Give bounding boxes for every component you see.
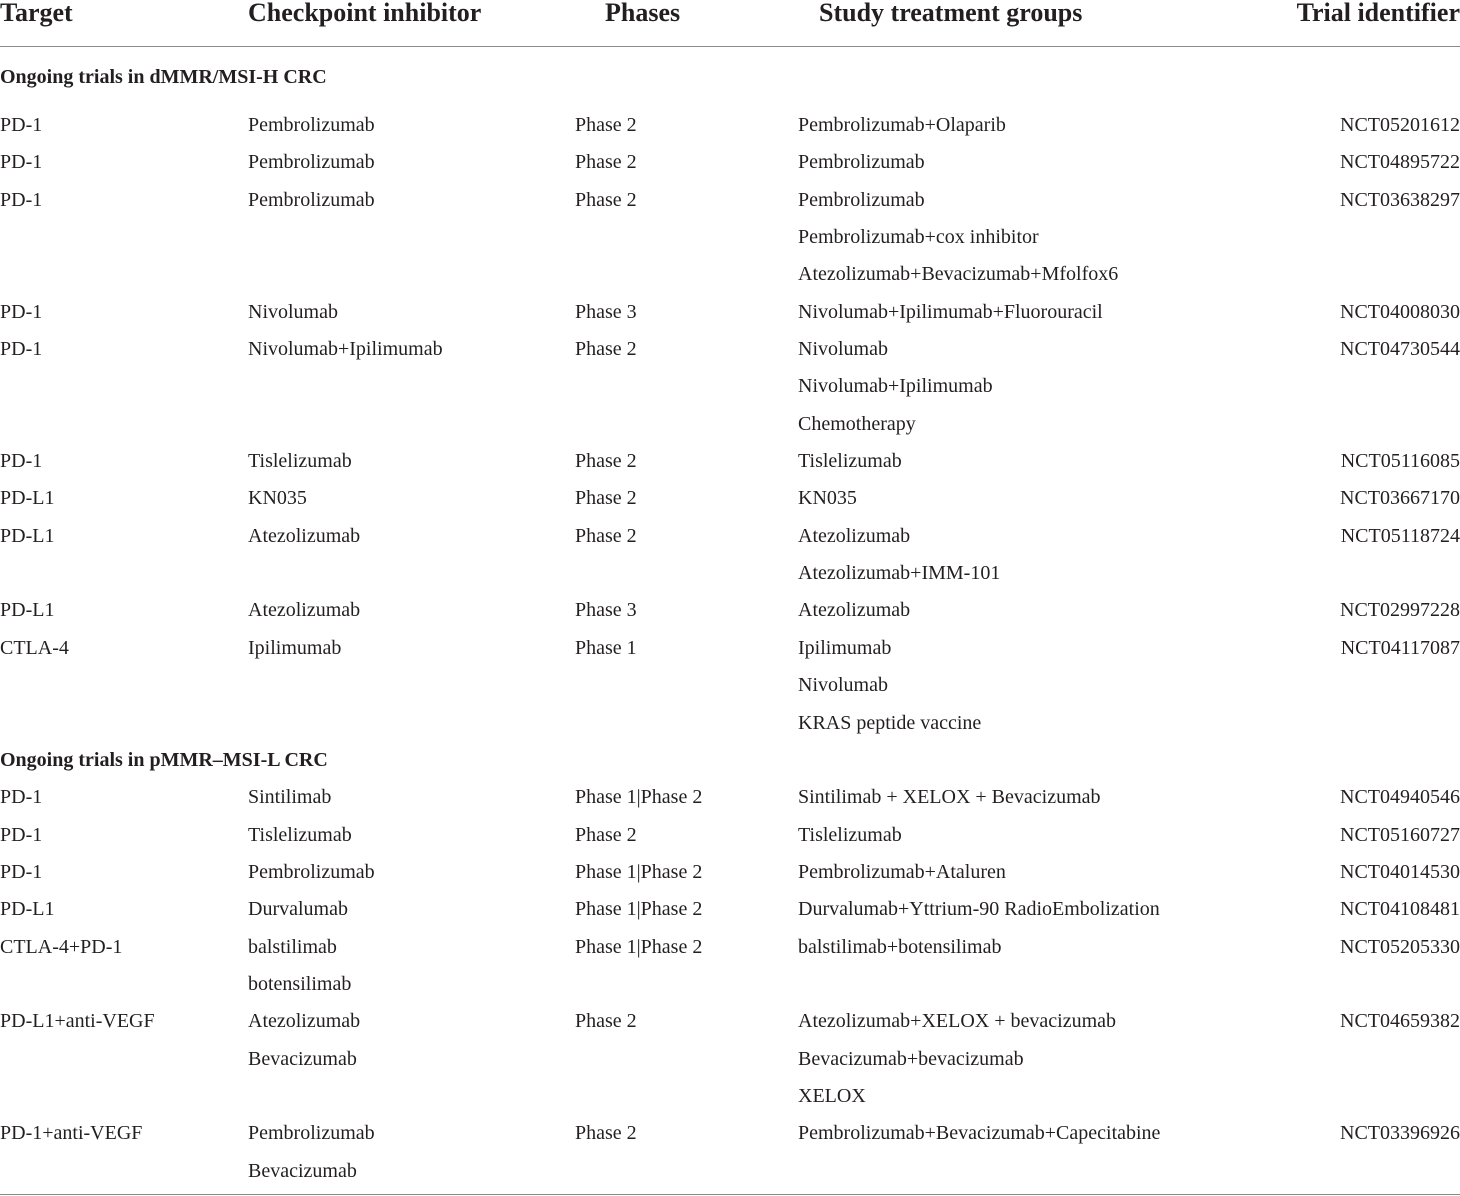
phase-cell [575,929,798,1004]
inhibitor-value: Pembrolizumab [248,860,375,883]
study-treatment-value: Atezolizumab [798,524,911,547]
inhibitor-value: Sintilimab [248,786,332,809]
study-treatment-value: Atezolizumab [798,599,911,622]
checkpoint-inhibitor-cell [248,1003,575,1115]
table-row [0,1003,1460,1115]
study-treatment-cell [798,480,1260,517]
trial-identifier-value: NCT05116085 [1340,450,1460,473]
checkpoint-inhibitor-cell [248,331,575,443]
trial-identifier-cell [1260,891,1460,928]
phase-value: Phase 2 [575,450,637,473]
target-value: CTLA-4 [0,636,69,659]
target-cell [0,480,248,517]
study-treatment-value: Ipilimumab [798,636,892,659]
trial-identifier-cell [1260,630,1460,742]
study-treatment-value: Sintilimab + XELOX + Bevacizumab [798,786,1101,809]
study-treatment-value: Durvalumab+Yttrium-90 RadioEmbolization [798,898,1160,921]
table-row [0,144,1460,181]
trial-identifier-value: NCT03396926 [1340,1122,1460,1145]
study-treatment-value: Tislelizumab [798,823,902,846]
phase-cell [575,854,798,891]
study-treatment-cell [798,182,1260,294]
study-treatment-cell [798,331,1260,443]
target-value: PD-1 [0,823,43,846]
study-treatment-value: Pembrolizumab+cox inhibitor [798,226,1039,249]
checkpoint-inhibitor-cell [248,443,575,480]
phase-value: Phase 2 [575,1122,637,1145]
study-treatment-cell [798,443,1260,480]
inhibitor-value: Atezolizumab [248,524,361,547]
table-row [0,779,1460,816]
inhibitor-value: botensilimab [248,972,352,995]
study-treatment-value: Chemotherapy [798,412,916,435]
table-row [0,182,1460,294]
checkpoint-inhibitor-cell [248,854,575,891]
table-row [0,518,1460,593]
trial-identifier-value: NCT04659382 [1340,1010,1460,1033]
inhibitor-value: Ipilimumab [248,636,342,659]
trial-identifier-value: NCT03638297 [1340,188,1460,211]
phase-cell [575,817,798,854]
trial-identifier-cell [1260,929,1460,1004]
table-header [0,0,1460,47]
trial-identifier-value: NCT04895722 [1340,151,1460,174]
target-cell [0,817,248,854]
section-title: Ongoing trials in dMMR/MSI-H CRC [0,65,327,88]
phase-cell [575,891,798,928]
trial-identifier-cell [1260,1003,1460,1115]
study-treatment-cell [798,1115,1260,1194]
table-row [0,443,1460,480]
inhibitor-value: Tislelizumab [248,450,352,473]
trial-identifier-cell [1260,144,1460,181]
trial-identifier-value: NCT05205330 [1340,935,1460,958]
trial-identifier-value: NCT04108481 [1340,898,1460,921]
phase-value: Phase 3 [575,300,637,323]
trial-identifier-cell [1260,592,1460,629]
trial-identifier-value: NCT04940546 [1340,786,1460,809]
study-treatment-value: balstilimab+botensilimab [798,935,1002,958]
study-treatment-cell [798,929,1260,1004]
phase-value: Phase 2 [575,114,637,136]
phase-cell [575,443,798,480]
study-treatment-value: Atezolizumab+Bevacizumab+Mfolfox6 [798,263,1119,286]
inhibitor-value: Durvalumab [248,898,348,921]
target-value: PD-L1 [0,524,55,547]
trial-identifier-cell [1260,854,1460,891]
section-title: Ongoing trials in pMMR–MSI-L CRC [0,749,328,772]
trial-identifier-cell [1260,779,1460,816]
checkpoint-inhibitor-cell [248,294,575,331]
study-treatment-value: Tislelizumab [798,450,902,473]
table-row [0,331,1460,443]
trial-identifier-value: NCT04014530 [1340,860,1460,883]
inhibitor-value: Bevacizumab [248,1159,357,1182]
target-value: PD-L1+anti-VEGF [0,1010,155,1033]
study-treatment-cell [798,518,1260,593]
table-row [0,294,1460,331]
study-treatment-value: Nivolumab [798,338,888,361]
checkpoint-inhibitor-cell [248,929,575,1004]
checkpoint-inhibitor-cell [248,107,575,144]
phase-value: Phase 1|Phase 2 [575,786,703,809]
table-row [0,1115,1460,1194]
study-treatment-cell [798,817,1260,854]
phase-value: Phase 2 [575,188,637,211]
study-treatment-cell [798,294,1260,331]
header-study-treatment-groups: Study treatment groups [798,0,1260,47]
trial-identifier-cell [1260,480,1460,517]
inhibitor-value: KN035 [248,487,307,510]
study-treatment-value: Atezolizumab+XELOX + bevacizumab [798,1010,1116,1033]
checkpoint-inhibitor-cell [248,182,575,294]
phase-cell [575,480,798,517]
trial-identifier-value: NCT04117087 [1340,636,1460,659]
phase-cell [575,1003,798,1115]
phase-value: Phase 1|Phase 2 [575,860,703,883]
inhibitor-value: balstilimab [248,935,337,958]
inhibitor-value: Atezolizumab [248,599,361,622]
header-phases: Phases [575,0,798,47]
trial-identifier-cell [1260,182,1460,294]
target-cell [0,1115,248,1194]
trial-identifier-cell [1260,443,1460,480]
section-header-row [0,742,1460,779]
study-treatment-cell [798,107,1260,144]
header-row [0,0,1460,47]
checkpoint-inhibitor-cell [248,1115,575,1194]
trial-identifier-cell [1260,817,1460,854]
inhibitor-value: Nivolumab+Ipilimumab [248,338,443,361]
target-value: PD-1 [0,114,43,136]
phase-value: Phase 3 [575,599,637,622]
trial-identifier-cell [1260,107,1460,144]
phase-value: Phase 2 [575,823,637,846]
trial-identifier-value: NCT04008030 [1340,300,1460,323]
target-cell [0,331,248,443]
target-cell [0,929,248,1004]
target-cell [0,1003,248,1115]
inhibitor-value: Pembrolizumab [248,151,375,174]
table-row [0,817,1460,854]
inhibitor-value: Tislelizumab [248,823,352,846]
checkpoint-inhibitor-cell [248,518,575,593]
study-treatment-value: Pembrolizumab+Bevacizumab+Capecitabine [798,1122,1161,1145]
phase-value: Phase 2 [575,151,637,174]
checkpoint-inhibitor-cell [248,630,575,742]
target-cell [0,294,248,331]
target-value: PD-1+anti-VEGF [0,1122,143,1145]
section-header-row [0,47,1460,108]
study-treatment-cell [798,1003,1260,1115]
table-row [0,107,1460,144]
trial-identifier-value: NCT03667170 [1340,487,1460,510]
study-treatment-cell [798,592,1260,629]
target-cell [0,144,248,181]
study-treatment-value: Nivolumab [798,674,888,697]
checkpoint-inhibitor-cell [248,779,575,816]
phase-cell [575,182,798,294]
study-treatment-value: Pembrolizumab+Ataluren [798,860,1006,883]
target-cell [0,891,248,928]
checkpoint-inhibitor-cell [248,817,575,854]
target-value: PD-L1 [0,599,55,622]
inhibitor-value: Pembrolizumab [248,114,375,136]
study-treatment-cell [798,630,1260,742]
phase-cell [575,1115,798,1194]
phase-cell [575,331,798,443]
phase-value: Phase 2 [575,1010,637,1033]
target-value: CTLA-4+PD-1 [0,935,123,958]
inhibitor-value: Nivolumab [248,300,338,323]
header-checkpoint-inhibitor: Checkpoint inhibitor [248,0,575,47]
phase-cell [575,144,798,181]
target-value: PD-1 [0,151,43,174]
study-treatment-value: Atezolizumab+IMM-101 [798,562,1001,585]
table-row [0,854,1460,891]
study-treatment-value: Nivolumab+Ipilimumab+Fluorouracil [798,300,1103,323]
header-target: Target [0,0,248,47]
study-treatment-value: KN035 [798,487,857,510]
study-treatment-cell [798,779,1260,816]
table-row [0,630,1460,742]
inhibitor-value: Pembrolizumab [248,188,375,211]
phase-cell [575,779,798,816]
phase-cell [575,294,798,331]
phase-value: Phase 1|Phase 2 [575,935,703,958]
target-value: PD-1 [0,786,43,809]
study-treatment-value: Bevacizumab+bevacizumab [798,1047,1024,1070]
study-treatment-value: XELOX [798,1084,866,1107]
study-treatment-value: Pembrolizumab [798,151,925,174]
study-treatment-value: KRAS peptide vaccine [798,711,982,734]
trial-identifier-value: NCT05160727 [1340,823,1460,846]
target-cell [0,107,248,144]
target-cell [0,854,248,891]
table-row [0,480,1460,517]
target-value: PD-1 [0,450,43,473]
trial-identifier-value: NCT05118724 [1340,524,1460,547]
study-treatment-cell [798,854,1260,891]
checkpoint-inhibitor-cell [248,592,575,629]
phase-value: Phase 1 [575,636,637,659]
phase-value: Phase 2 [575,524,637,547]
inhibitor-value: Atezolizumab [248,1010,361,1033]
study-treatment-cell [798,891,1260,928]
study-treatment-cell [798,144,1260,181]
target-cell [0,630,248,742]
target-value: PD-L1 [0,898,55,921]
table-body [0,47,1460,1195]
checkpoint-inhibitor-cell [248,891,575,928]
phase-cell [575,592,798,629]
table-row [0,929,1460,1004]
target-cell [0,592,248,629]
inhibitor-value: Pembrolizumab [248,1122,375,1145]
target-value: PD-1 [0,300,43,323]
inhibitor-value: Bevacizumab [248,1047,357,1070]
target-value: PD-1 [0,860,43,883]
phase-cell [575,107,798,144]
table-row [0,592,1460,629]
target-value: PD-L1 [0,487,55,510]
target-cell [0,182,248,294]
phase-cell [575,630,798,742]
study-treatment-value: Pembrolizumab+Olaparib [798,114,1006,136]
header-trial-identifier: Trial identifier [1260,0,1460,47]
phase-cell [575,518,798,593]
study-treatment-value: Nivolumab+Ipilimumab [798,375,993,398]
trial-identifier-cell [1260,518,1460,593]
phase-value: Phase 2 [575,338,637,361]
trial-identifier-cell [1260,1115,1460,1194]
trial-identifier-value: NCT05201612 [1340,114,1460,136]
target-cell [0,443,248,480]
trial-identifier-value: NCT02997228 [1340,599,1460,622]
trial-identifier-cell [1260,331,1460,443]
target-cell [0,518,248,593]
study-treatment-value: Pembrolizumab [798,188,925,211]
checkpoint-inhibitor-cell [248,144,575,181]
trial-identifier-cell [1260,294,1460,331]
target-cell [0,779,248,816]
checkpoint-inhibitor-cell [248,480,575,517]
phase-value: Phase 1|Phase 2 [575,898,703,921]
table-row [0,891,1460,928]
trial-identifier-value: NCT04730544 [1340,338,1460,361]
phase-value: Phase 2 [575,487,637,510]
target-value: PD-1 [0,188,43,211]
target-value: PD-1 [0,338,43,361]
